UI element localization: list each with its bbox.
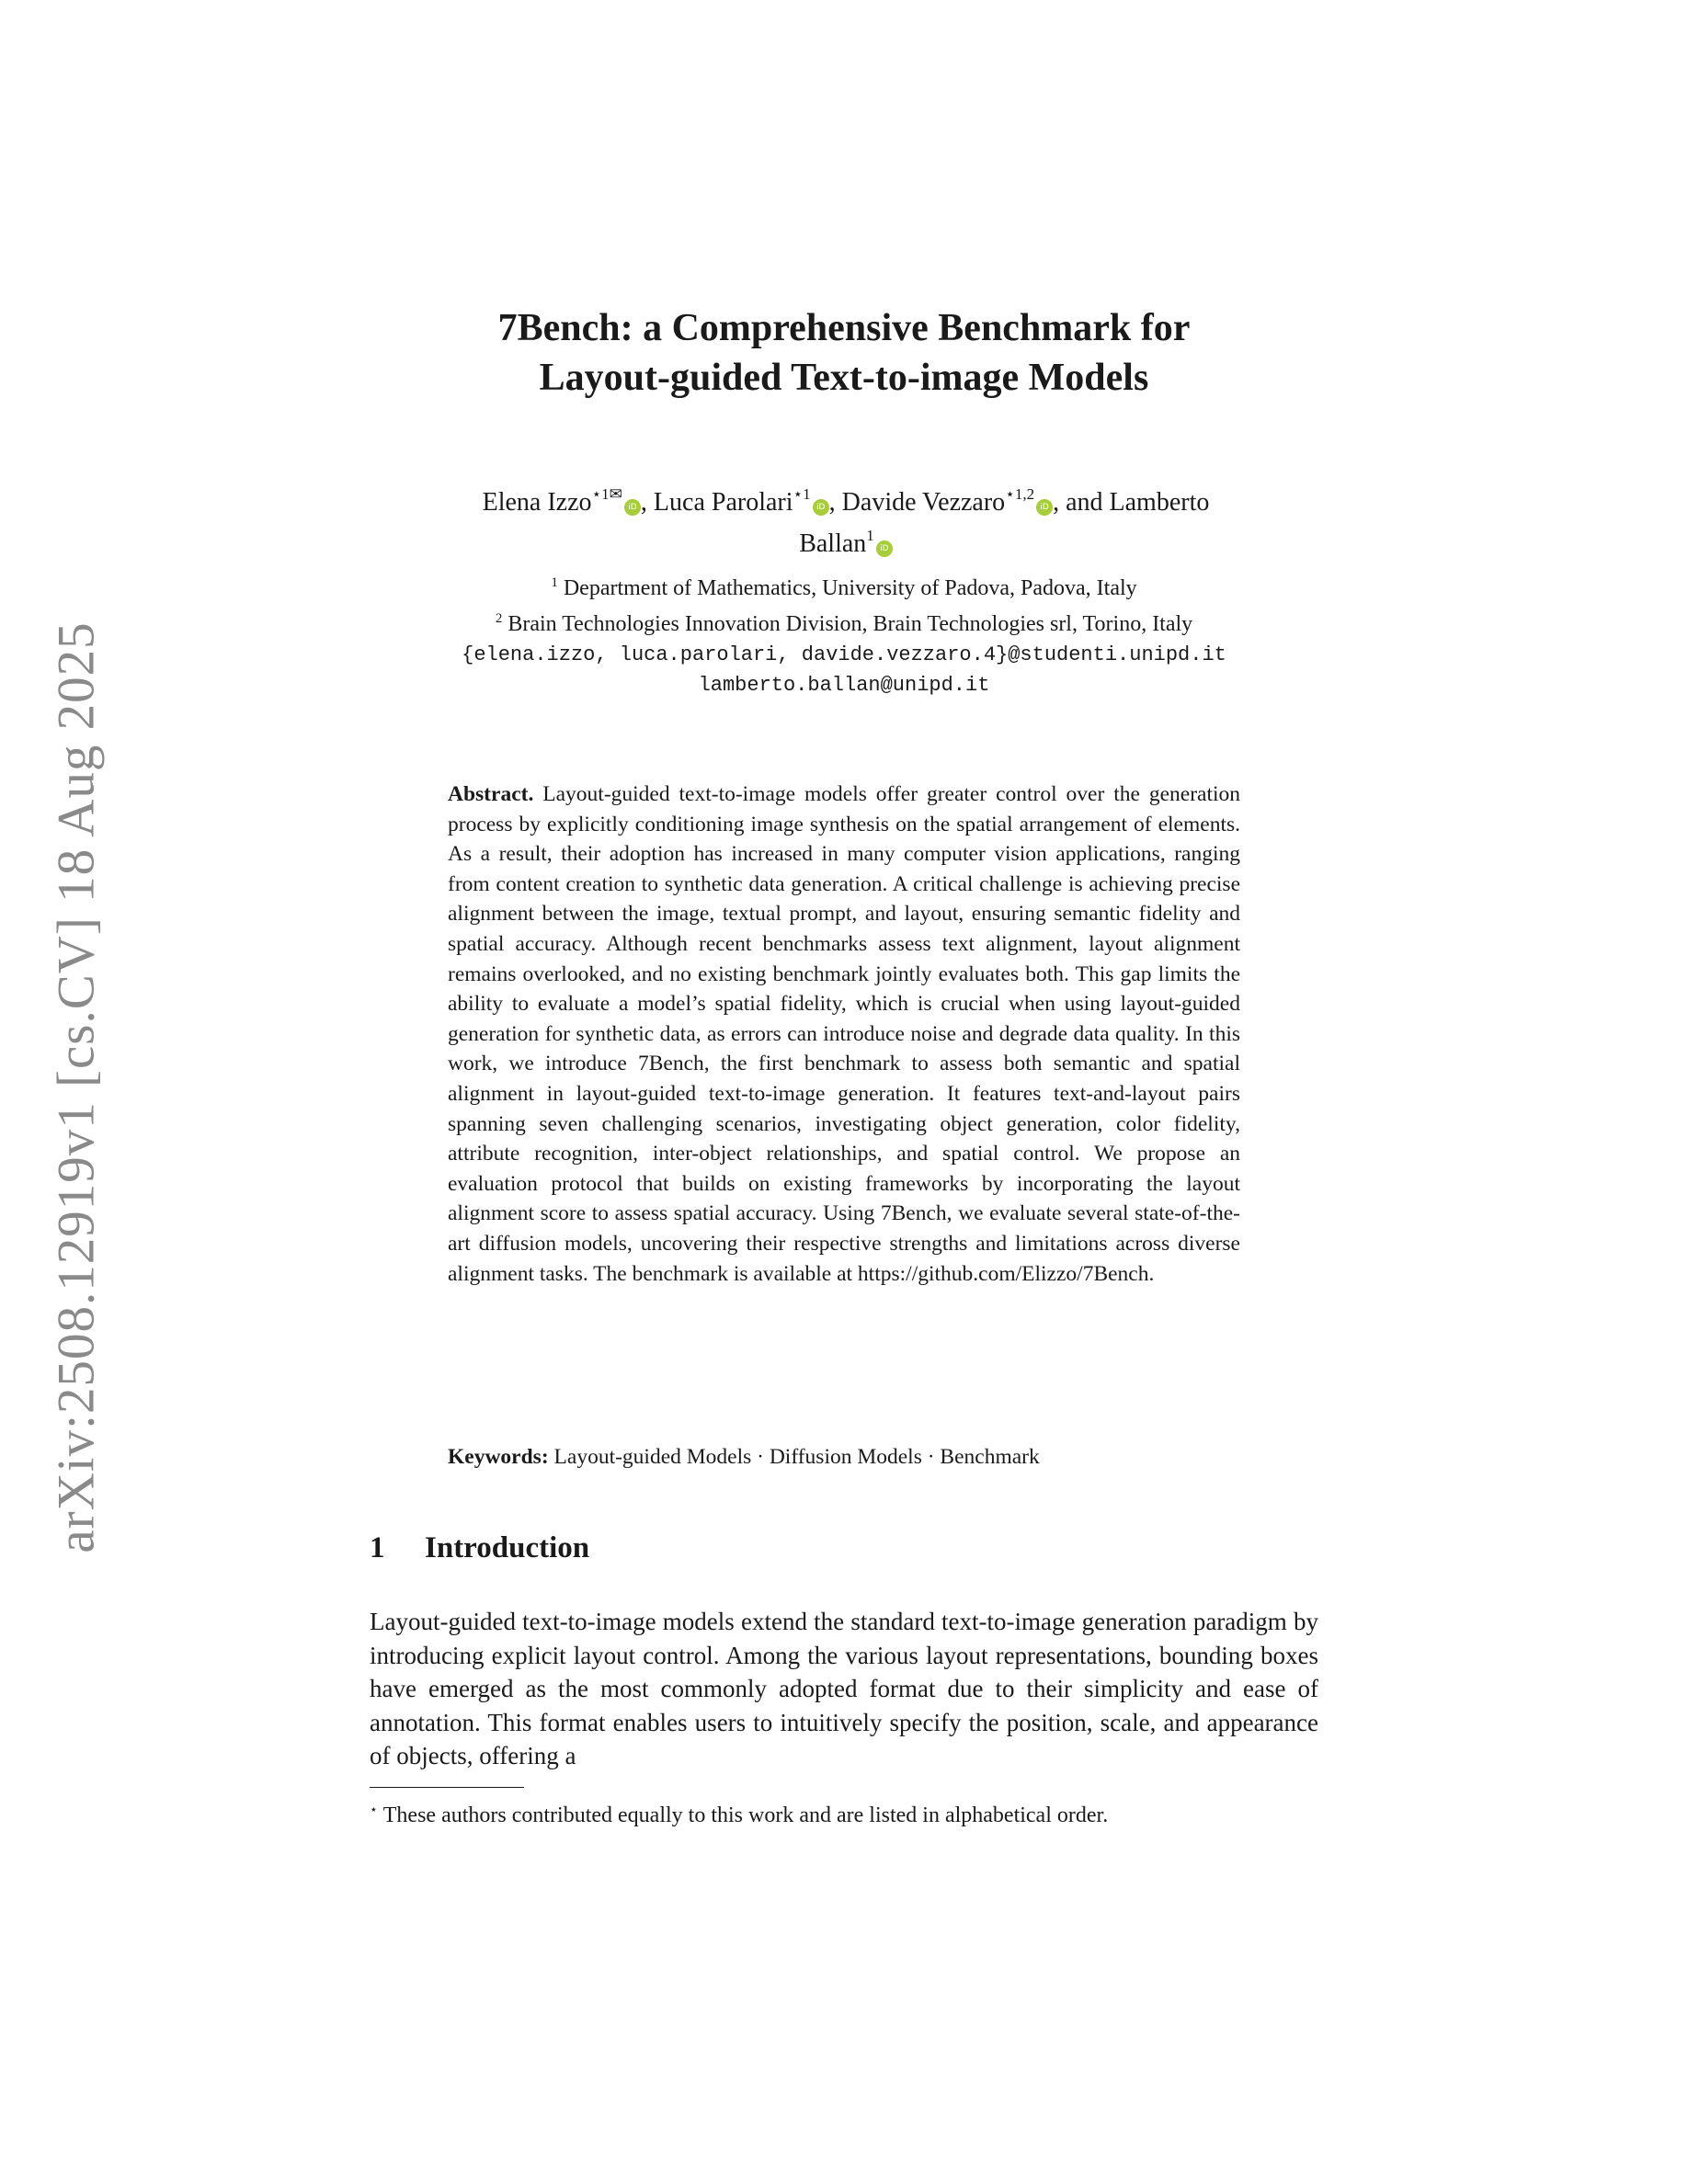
title-line-1: 7Bench: a Comprehensive Benchmark for [497,307,1191,349]
authors-line-1 [386,478,1306,519]
author-conjunction: , and Lamberto [1053,488,1210,517]
affiliation-text: Department of Mathematics, University of Padova, Padova, Italy [563,576,1137,600]
author-separator: , [828,488,842,517]
keywords-label: Keywords: [448,1445,549,1469]
title-line-2: Layout-guided Text-to-image Models [539,357,1149,399]
author-list [386,478,1306,561]
intro-paragraph: Layout-guided text-to-image models extend the standard text-to-image generation paradigm by introducing explicit layout control. Among the various layout representations, bounding boxes have emerged as the most commonly adopted format due to their simplicity and ease of annotation. This format enables users to intuitively specify the position, scale, and appearance of objects, offering a [370,1608,1318,1769]
section-heading [370,1530,589,1566]
author-name: Elena Izzo [482,488,592,517]
section-title: Introduction [425,1531,590,1564]
affiliation-2 [349,604,1339,640]
abstract-label: Abstract. [448,782,534,806]
arxiv-stamp-text: arXiv:2508.12919v1 [cs.CV] 18 Aug 2025 [47,620,105,1553]
abstract [448,779,1240,1289]
affiliation-number: 1 [551,575,558,590]
orcid-icon[interactable]: iD [876,540,893,557]
author-marks: 1 [866,527,874,544]
orcid-icon[interactable]: iD [1036,499,1053,516]
affiliation-1 [349,568,1339,604]
footnote-mark: ⋆ [370,1803,378,1817]
orcid-icon[interactable]: iD [624,499,641,516]
footnote-text: These authors contributed equally to this work and are listed in alphabetical order. [382,1803,1109,1827]
authors-line-2 [386,519,1306,561]
footnote [370,1796,1326,1830]
author-name: Ballan [799,529,867,558]
author-marks: ⋆1 [793,485,811,503]
arxiv-stamp [47,593,105,1581]
orcid-icon[interactable]: iD [813,499,829,516]
affiliations [349,568,1339,700]
affiliation-text: Brain Technologies Innovation Division, Brain Technologies srl, Torino, Italy [508,612,1193,636]
author-name: Davide Vezzaro [841,488,1006,517]
author-separator: , [640,488,654,517]
paper-title [349,303,1339,403]
author-marks: ⋆1,2 [1005,485,1035,503]
author-name: Luca Parolari [653,488,793,517]
section-number: 1 [370,1531,385,1564]
keywords [448,1442,1240,1472]
keywords-text: Layout-guided Models · Diffusion Models · Benchmark [553,1445,1040,1469]
affiliation-number: 2 [495,611,503,626]
emails-line-1[interactable]: {elena.izzo, luca.parolari, davide.vezzaro.4}@studenti.unipd.it [462,643,1226,666]
abstract-text: Layout-guided text-to-image models offer greater control over the generation process by explicitly conditioning image synthesis on the spatial arrangement of elements. As a result, their adoption has increased in many computer vision applications, ranging from content creation to synthetic data generation. A critical challenge is achieving precise alignment between the image, textual prompt, and layout, ensuring semantic fidelity and spatial accuracy. Although recent benchmarks assess text alignment, layout alignment remains overlooked, and no existing benchmark jointly evaluates both. This gap limits the ability to evaluate a model’s spatial fidelity, which is crucial when using layout-guided generation for synthetic data, as errors can introduce noise and degrade data quality. In this work, we introduce 7Bench, the first benchmark to assess both semantic and spatial alignment in layout-guided text-to-image generation. It features text-and-layout pairs spanning seven challenging scenarios, investigating object generation, color fidelity, attribute recognition, inter-object relationships, and spatial control. We propose an evaluation protocol that builds on existing frameworks by incorporating the layout alignment score to assess spatial accuracy. Using 7Bench, we evaluate several state-of-the-art diffusion models, uncovering their respective strengths and limitations across diverse alignment tasks. The benchmark is available at https://github.com/Elizzo/7Bench. [448,782,1241,1286]
footnote-rule [370,1787,524,1788]
author-marks: ⋆1✉ [591,485,622,503]
emails-line-2[interactable]: lamberto.ballan@unipd.it [698,674,990,697]
